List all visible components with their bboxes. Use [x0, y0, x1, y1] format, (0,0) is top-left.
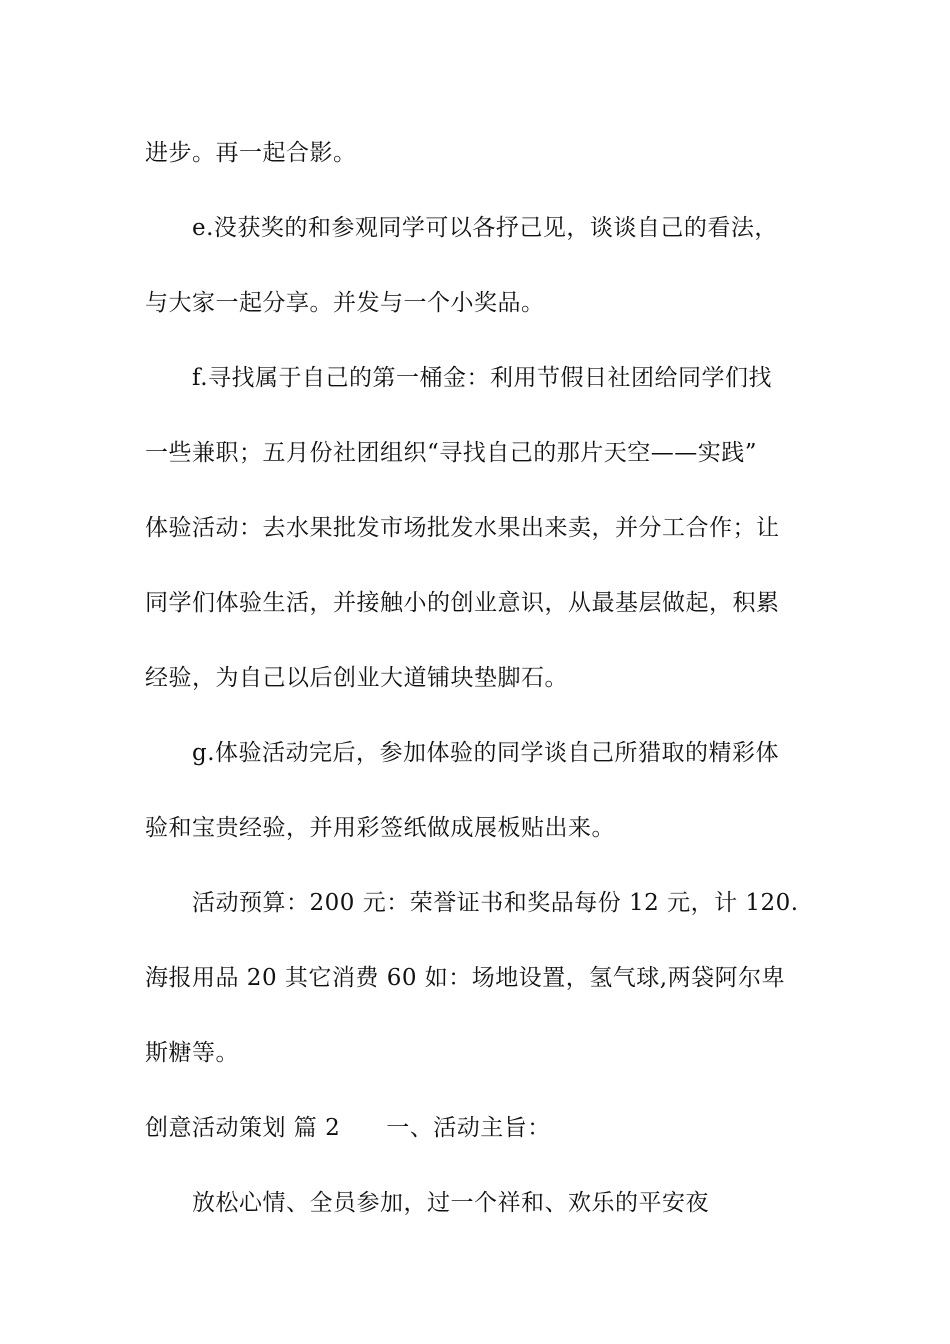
text-line: f.寻找属于自己的第一桶金：利用节假日社团给同学们找: [192, 365, 773, 391]
text-line: 体验活动：去水果批发市场批发水果出来卖，并分工合作；让: [145, 515, 780, 541]
text-line: 放松心情、全员参加，过一个祥和、欢乐的平安夜: [192, 1190, 709, 1216]
text-line: g.体验活动完后，参加体验的同学谈自己所猎取的精彩体: [192, 740, 780, 766]
text-line: 斯糖等。: [145, 1040, 239, 1066]
text-line: 与大家一起分享。并发与一个小奖品。: [145, 290, 545, 316]
text-line: 活动预算：200 元：荣誉证书和奖品每份 12 元，计 120.: [192, 890, 799, 916]
text-line: 一些兼职；五月份社团组织“寻找自己的那片天空——实践”: [145, 440, 758, 466]
section-heading: 一、活动主旨：: [386, 1115, 551, 1141]
text-line: 同学们体验生活，并接触小的创业意识，从最基层做起，积累: [145, 590, 780, 616]
section-heading-line: [145, 1112, 815, 1144]
text-line: 验和宝贵经验，并用彩签纸做成展板贴出来。: [145, 815, 615, 841]
text-line: 进步。再一起合影。: [145, 140, 357, 166]
text-line: e.没获奖的和参观同学可以各抒己见，谈谈自己的看法，: [192, 215, 778, 241]
text-line: 经验，为自己以后创业大道铺块垫脚石。: [145, 665, 568, 691]
text-line: 海报用品 20 其它消费 60 如：场地设置，氢气球,两袋阿尔卑: [145, 965, 786, 991]
section-title: 创意活动策划 篇 2: [145, 1115, 341, 1141]
